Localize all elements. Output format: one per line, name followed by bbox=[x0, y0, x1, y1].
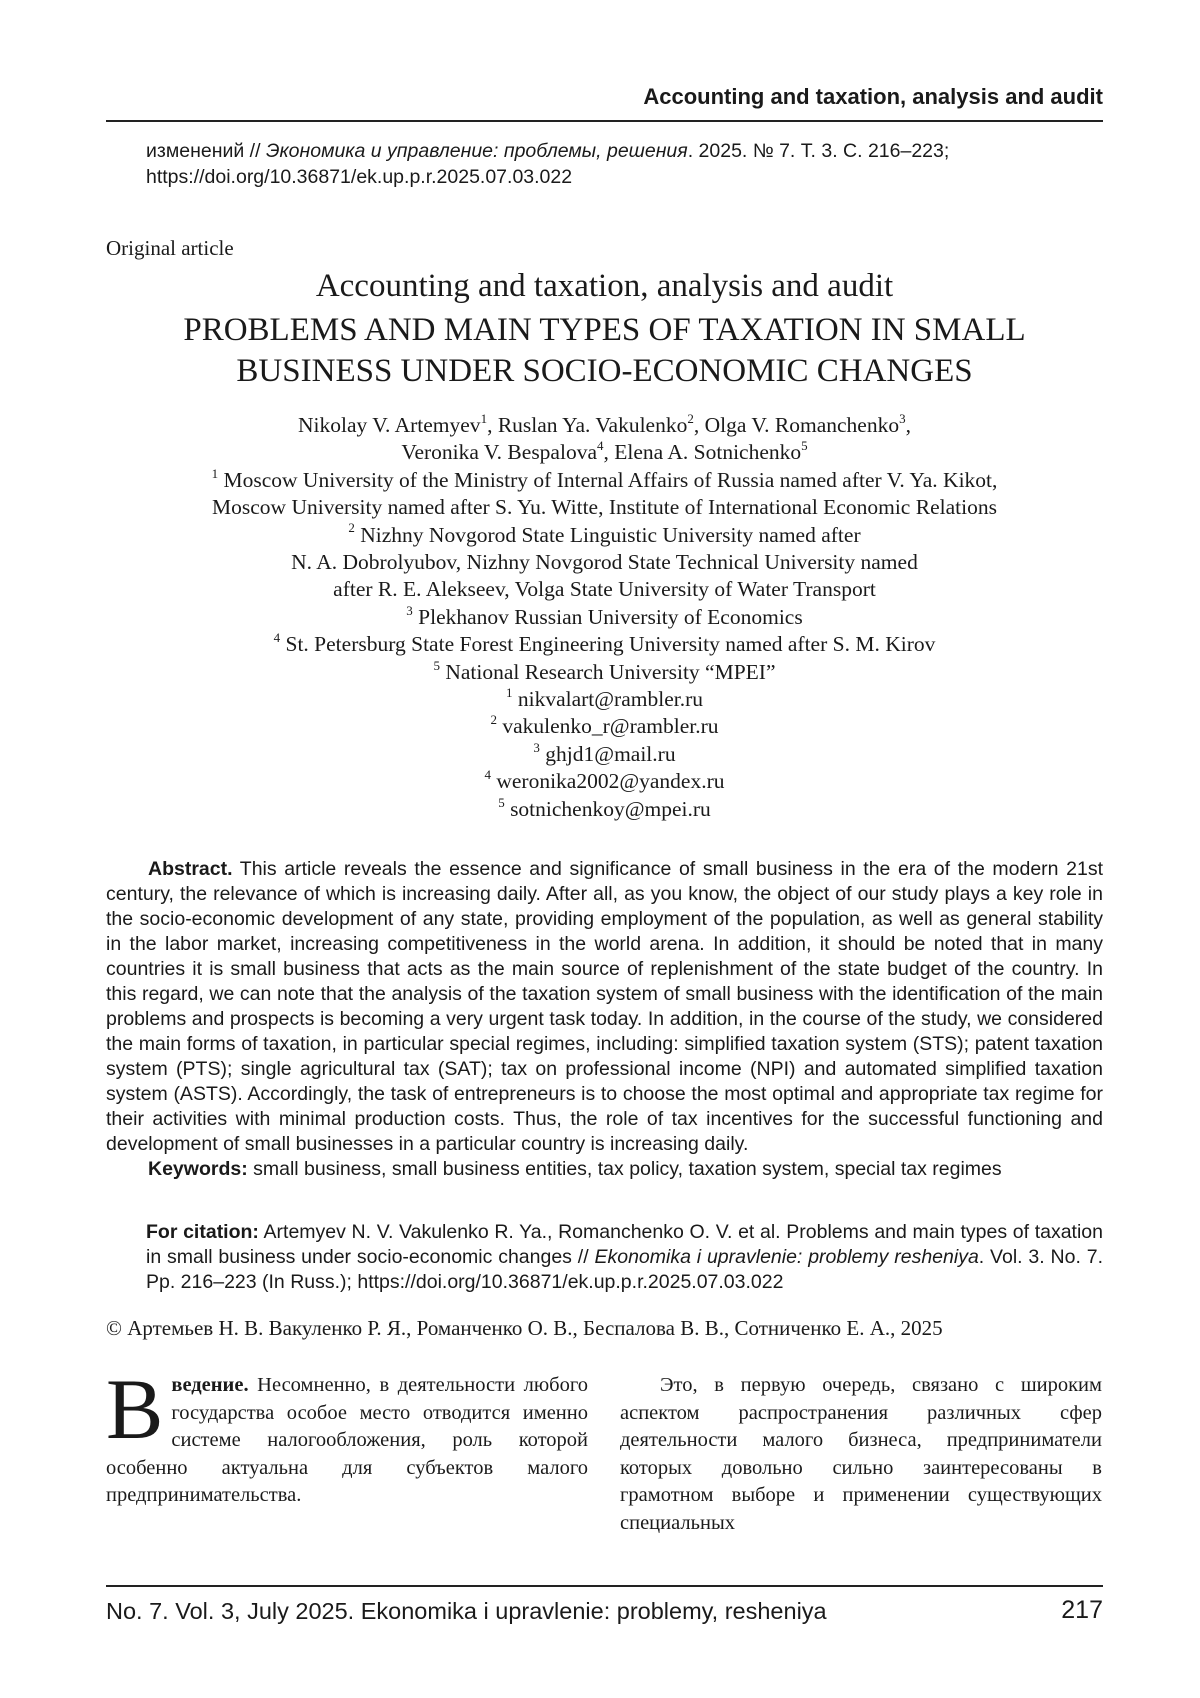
reference-text-after: . 2025. № 7. Т. 3. С. 216–223; https://doi.org/10.36871/ek.up.p.r.2025.07.03.022 bbox=[146, 140, 950, 188]
affiliation-text: N. A. Dobrolyubov, Nizhny Novgorod State Technical University named bbox=[291, 550, 918, 575]
email-sup: 4 bbox=[484, 767, 491, 783]
email-address[interactable]: nikvalart@rambler.ru bbox=[517, 687, 704, 712]
reference-text-before: изменений // bbox=[146, 140, 266, 162]
drop-cap: В bbox=[106, 1361, 164, 1457]
citation-text-after: . Vol. 3. No. 7. Pp. 216–223 (In Russ.); https://doi.org/10.36871/ek.up.p.r.2025.07.03.022 bbox=[146, 1246, 1103, 1293]
author-sup: 2 bbox=[687, 410, 694, 426]
author-name: Nikolay V. Artemyev bbox=[298, 413, 481, 437]
keywords-paragraph bbox=[106, 1157, 1103, 1182]
running-head: Accounting and taxation, analysis and audit bbox=[643, 84, 1103, 109]
footer-rule bbox=[106, 1585, 1103, 1587]
email-address[interactable]: sotnichenkoy@mpei.ru bbox=[510, 796, 711, 821]
email-sup: 5 bbox=[498, 794, 505, 810]
affiliation-text: Moscow University of the Ministry of Internal Affairs of Russia named after V. Ya. Kikot, bbox=[223, 467, 998, 492]
affiliation-line bbox=[106, 576, 1103, 603]
author-name: Veronika V. Bespalova bbox=[401, 440, 597, 465]
article-type: Original article bbox=[106, 236, 234, 260]
email-sup: 3 bbox=[533, 739, 540, 755]
reference-journal: Экономика и управление: проблемы, решения bbox=[265, 140, 688, 162]
affiliation-line bbox=[106, 467, 1103, 494]
article-title-line: PROBLEMS AND MAIN TYPES OF TAXATION IN SMALL bbox=[183, 312, 1026, 348]
author-name: Olga V. Romanchenko bbox=[704, 413, 900, 437]
abstract-paragraph bbox=[106, 857, 1103, 1157]
email-line bbox=[106, 741, 1103, 768]
affiliation-line bbox=[106, 604, 1103, 631]
email-line bbox=[106, 713, 1103, 740]
email-address[interactable]: weronika2002@yandex.ru bbox=[496, 769, 725, 794]
copyright-line: © Артемьев Н. В. Вакуленко Р. Я., Романченко О. В., Беспалова В. В., Сотниченко Е. А., 2025 bbox=[106, 1316, 943, 1340]
author-sup: 1 bbox=[480, 410, 488, 426]
affiliation-line bbox=[106, 522, 1103, 549]
article-title bbox=[106, 310, 1103, 392]
email-line bbox=[106, 796, 1103, 823]
author-sup: 4 bbox=[597, 438, 604, 454]
body-text-right: Это, в первую очередь, связано с широким аспектом распространения различных сфер деятельности малого бизнеса, предприниматели которых довольно сильно заинтересованы в грамотном выборе и применении существующих специальных bbox=[620, 1374, 1102, 1534]
citation-block bbox=[146, 1220, 1103, 1295]
email-sup: 1 bbox=[505, 684, 513, 700]
authors-line: Veronika V. Bespalova$^4$, Elena A. Sotnichenko$^5$ bbox=[401, 438, 808, 465]
affiliation-text: St. Petersburg State Forest Engineering University named after S. M. Kirov bbox=[285, 632, 936, 657]
keywords-text: small business, small business entities, tax policy, taxation system, special tax regimes bbox=[253, 1158, 1002, 1180]
body-column-right bbox=[620, 1372, 1102, 1538]
email-line bbox=[106, 686, 1103, 713]
citation-journal: Ekonomika i upravlenie: problemy resheniya bbox=[594, 1246, 979, 1268]
abstract-label: Abstract. bbox=[148, 858, 233, 880]
affiliation-sup: 4 bbox=[273, 630, 281, 646]
citation-label: For citation: bbox=[146, 1221, 259, 1243]
affiliation-line bbox=[106, 659, 1103, 686]
authors-line: Nikolay V. Artemyev$^1$, Ruslan Ya. Vakulenko$^2$, Olga V. Romanchenko$^3$, bbox=[298, 410, 911, 437]
affiliation-text: after R. E. Alekseev, Volga State University of Water Transport bbox=[333, 577, 876, 602]
abstract-section bbox=[106, 857, 1103, 1182]
author-sup: 3 bbox=[899, 410, 906, 426]
affiliation-text: Plekhanov Russian University of Economics bbox=[418, 604, 803, 629]
affiliation-text: Moscow University named after S. Yu. Witte, Institute of International Economic Relations bbox=[212, 495, 997, 520]
affiliation-sup: 1 bbox=[211, 465, 219, 481]
abstract-text: This article reveals the essence and significance of small business in the era of the modern 21st century, the relevance of which is increasing daily. After all, as you know, the object of our study plays a key role in the socio-economic development of any state, providing employment of the population, as well as general stability in the labor market, increasing competitiveness in the world arena. In addition, it should be noted that in many countries it is small business that acts as the main source of replenishment of the state budget of the country. In this regard, we can note that the analysis of the taxation system of small business with the identification of the main problems and prospects is becoming a very urgent task today. In addition, in the course of the study, we considered the main forms of taxation, in particular special regimes, including: simplified taxation system (STS); patent taxation system (PTS); single agricultural tax (SAT); tax on professional income (NPI) and automated simplified taxation system (ASTS). Accordingly, the task of entrepreneurs is to choose the most optimal and appropriate tax regime for their activities with minimal production costs. Thus, the role of tax incentives for the successful functioning and development of small businesses in a particular country is increasing daily. bbox=[106, 858, 1103, 1155]
author-sup: 5 bbox=[801, 438, 808, 454]
article-title-line: BUSINESS UNDER SOCIO-ECONOMIC CHANGES bbox=[236, 353, 973, 389]
author-name: Elena A. Sotnichenko bbox=[614, 440, 802, 465]
affiliation-text: National Research University “MPEI” bbox=[445, 659, 776, 684]
page-number: 217 bbox=[1061, 1596, 1103, 1624]
footer-journal: No. 7. Vol. 3, July 2025. Ekonomika i upravlenie: problemy, resheniya bbox=[106, 1598, 827, 1624]
header-rule bbox=[106, 120, 1103, 122]
section-title: Accounting and taxation, analysis and audit bbox=[315, 268, 894, 304]
reference-continuation bbox=[146, 138, 1103, 190]
affiliation-sup: 2 bbox=[348, 520, 355, 536]
authors-affiliations bbox=[106, 412, 1103, 823]
affiliation-line bbox=[106, 549, 1103, 576]
affiliation-line bbox=[106, 631, 1103, 658]
author-name: Ruslan Ya. Vakulenko bbox=[497, 413, 688, 437]
affiliation-line bbox=[106, 494, 1103, 521]
email-sup: 2 bbox=[490, 712, 497, 728]
email-address[interactable]: vakulenko_r@rambler.ru bbox=[502, 714, 719, 739]
affiliation-text: Nizhny Novgorod State Linguistic University named after bbox=[360, 522, 861, 547]
intro-heading: ведение. bbox=[171, 1374, 249, 1396]
body-text-left: Несомненно, в деятельности любого государства особое место отводится именно системе налогообложения, роль которой особенно актуальна для субъектов малого предпринимательства. bbox=[106, 1374, 588, 1507]
affiliation-sup: 5 bbox=[433, 657, 440, 673]
keywords-label: Keywords: bbox=[148, 1158, 248, 1180]
email-address[interactable]: ghjd1@mail.ru bbox=[545, 741, 676, 766]
email-line bbox=[106, 768, 1103, 795]
body-column-left bbox=[106, 1361, 588, 1510]
citation-text-before: Artemyev N. V. Vakulenko R. Ya., Romanchenko O. V. et al. Problems and main types of taxation in small business under socio-economic changes // bbox=[146, 1221, 1103, 1268]
affiliation-sup: 3 bbox=[406, 602, 413, 618]
